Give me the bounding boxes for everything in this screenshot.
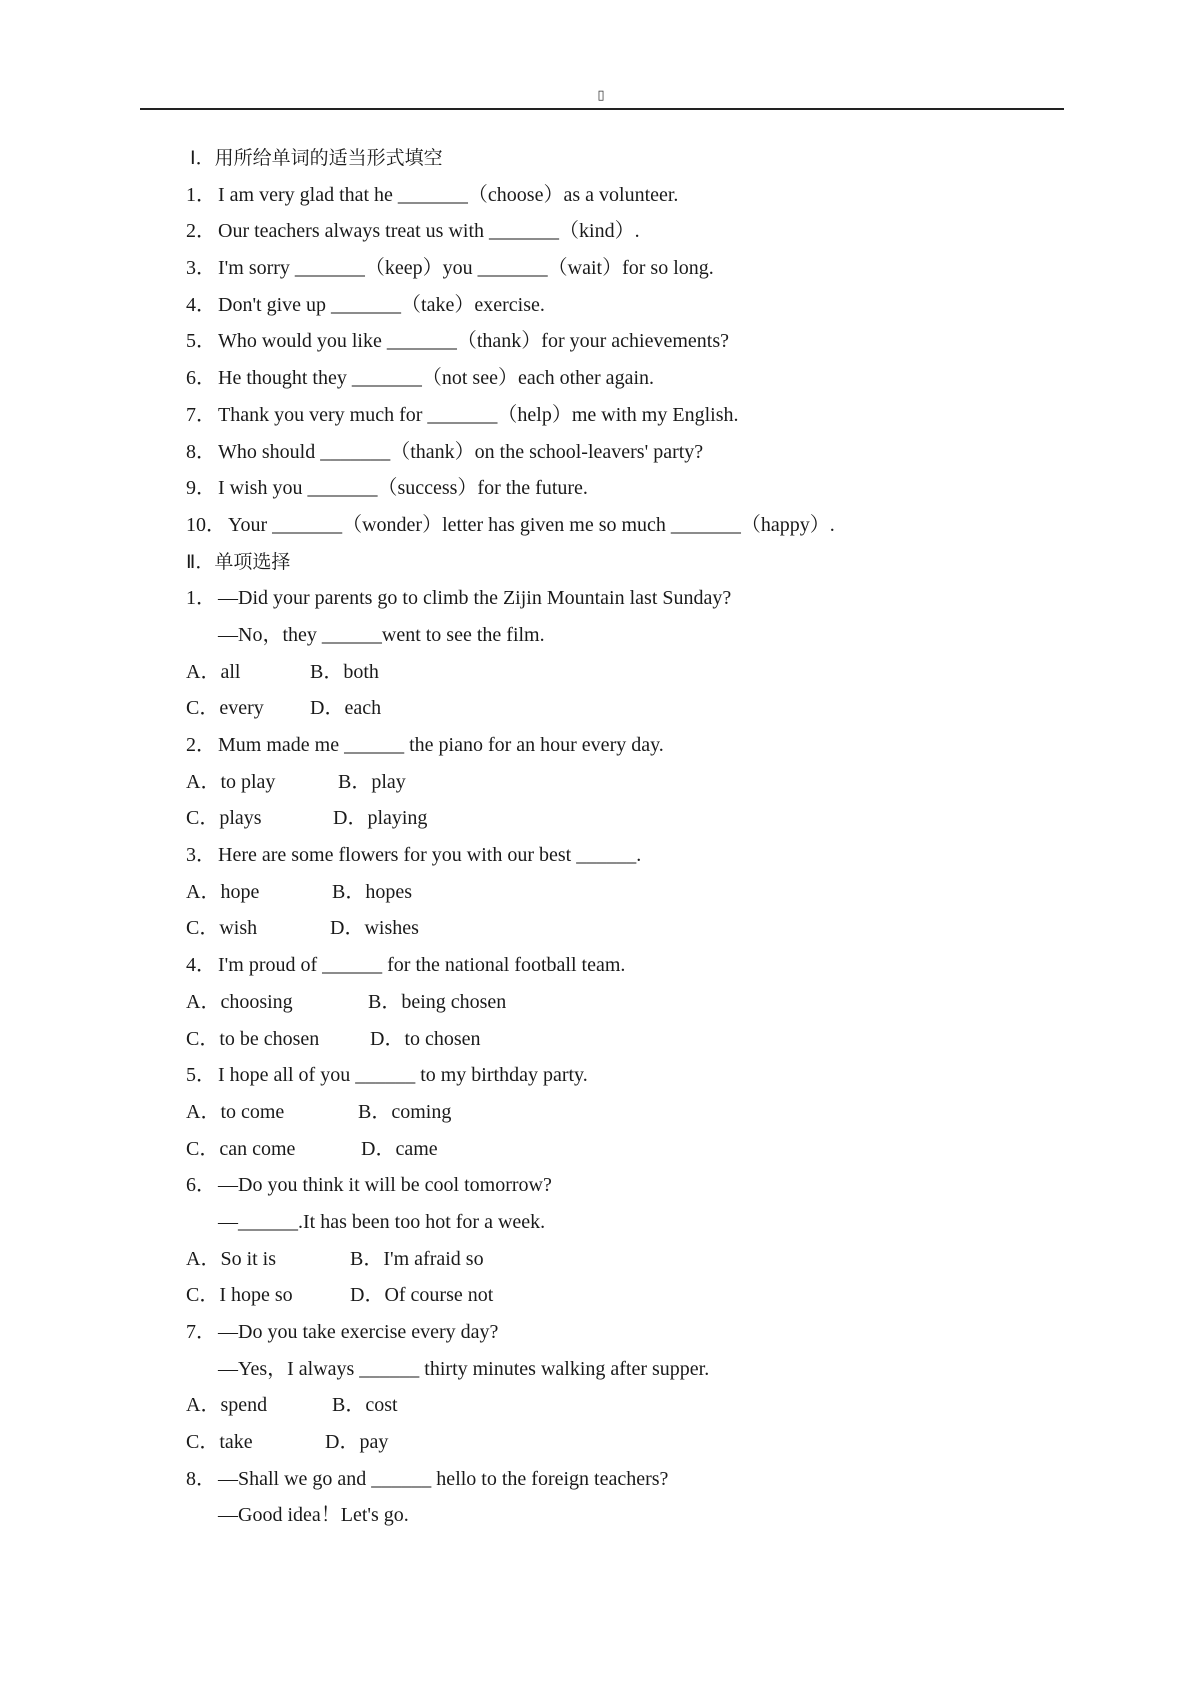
header-rule (140, 108, 1064, 110)
item-text: I wish you _______（success）for the future. (218, 477, 588, 500)
question-stem (0, 947, 1200, 984)
question-number: 5． (186, 1064, 216, 1087)
option-row (0, 800, 1200, 837)
question-continuation (0, 1497, 1200, 1534)
fill-item (0, 250, 1200, 287)
question-text: —Shall we go and ______ hello to the foreign teachers? (218, 1467, 669, 1490)
question-stem (0, 1167, 1200, 1204)
question-stem (0, 837, 1200, 874)
item-number: 7． (186, 403, 216, 426)
question-number: 2． (186, 734, 216, 756)
option-c: C．to be chosen (186, 1027, 320, 1050)
item-number: 9． (186, 477, 216, 500)
fill-item (0, 470, 1200, 507)
question-stem (0, 1314, 1200, 1351)
question-number: 1． (186, 587, 216, 610)
item-text: I am very glad that he _______（choose）as a volunteer. (218, 183, 679, 206)
option-row (0, 654, 1200, 691)
option-c: C．plays (186, 807, 262, 830)
option-d: D．Of course not (350, 1284, 494, 1307)
question-text: Here are some flowers for you with our best ______. (218, 844, 642, 867)
fill-item (0, 434, 1200, 471)
option-row (0, 1094, 1200, 1131)
section-1-title: Ⅰ．用所给单词的适当形式填空 (190, 147, 443, 169)
item-number: 2． (186, 220, 216, 243)
option-d: D．came (361, 1137, 438, 1160)
fill-item (0, 213, 1200, 250)
section-1-title-row (0, 140, 1200, 177)
question-number: 3． (186, 844, 216, 867)
worksheet-content (0, 140, 1200, 1534)
question-number: 4． (186, 954, 216, 977)
option-b: B．being chosen (368, 990, 507, 1013)
option-d: D．to chosen (370, 1027, 481, 1050)
item-number: 6． (186, 367, 216, 390)
question-text: —Do you think it will be cool tomorrow? (218, 1174, 552, 1197)
option-c: C．I hope so (186, 1284, 293, 1307)
item-text: Who would you like _______（thank）for your achievements? (218, 330, 729, 353)
option-d: D．pay (325, 1431, 389, 1454)
question-stem (0, 1057, 1200, 1094)
option-row (0, 984, 1200, 1021)
option-row (0, 690, 1200, 727)
question-number: 7． (186, 1321, 216, 1343)
option-row (0, 1424, 1200, 1461)
item-text: Don't give up _______（take）exercise. (218, 293, 545, 316)
header-mark: ▯ (597, 87, 605, 102)
item-text: He thought they _______（not see）each other again. (218, 367, 654, 390)
question-text: I'm proud of ______ for the national football team. (218, 954, 626, 977)
option-b: B．I'm afraid so (350, 1247, 484, 1270)
item-text: Our teachers always treat us with _______（kind）. (218, 220, 640, 243)
option-b: B．coming (358, 1100, 452, 1123)
option-c: C．wish (186, 917, 258, 940)
item-number: 4． (186, 293, 216, 316)
question-continuation (0, 1204, 1200, 1241)
option-row (0, 764, 1200, 801)
item-number: 8． (186, 440, 216, 463)
item-number: 3． (186, 257, 216, 280)
option-row (0, 1131, 1200, 1168)
option-a: A．choosing (186, 990, 293, 1013)
question-stem (0, 580, 1200, 617)
option-row (0, 910, 1200, 947)
option-a: A．hope (186, 880, 260, 903)
option-a: A．all (186, 660, 241, 683)
option-d: D．wishes (330, 917, 419, 940)
option-c: C．every (186, 697, 264, 720)
option-a: A．to come (186, 1100, 285, 1123)
option-b: B．cost (332, 1394, 398, 1417)
option-row (0, 1387, 1200, 1424)
section-2-title: Ⅱ．单项选择 (186, 550, 291, 573)
item-number: 5． (186, 330, 216, 353)
fill-item (0, 287, 1200, 324)
question-reply: —Good idea！Let's go. (218, 1504, 409, 1527)
option-row (0, 1241, 1200, 1278)
question-continuation (0, 1351, 1200, 1388)
item-number: 1． (186, 183, 216, 206)
item-text: Who should _______（thank）on the school-leavers' party? (218, 440, 704, 463)
question-number: 8． (186, 1467, 216, 1490)
question-reply: —Yes，I always ______ thirty minutes walking after supper. (218, 1357, 710, 1380)
item-text: Your _______（wonder）letter has given me so much _______（happy）. (228, 513, 835, 536)
fill-item (0, 177, 1200, 214)
item-text: Thank you very much for _______（help）me with my English. (218, 403, 739, 426)
question-text: I hope all of you ______ to my birthday party. (218, 1064, 588, 1087)
question-number: 6． (186, 1174, 216, 1197)
option-c: C．take (186, 1431, 253, 1454)
option-a: A．spend (186, 1394, 268, 1417)
fill-item (0, 360, 1200, 397)
question-continuation (0, 617, 1200, 654)
question-stem (0, 1461, 1200, 1498)
question-text: Mum made me ______ the piano for an hour every day. (218, 734, 664, 756)
option-c: C．can come (186, 1137, 296, 1160)
question-reply: —No，they ______went to see the film. (218, 623, 545, 646)
option-a: A．So it is (186, 1247, 277, 1270)
fill-item (0, 397, 1200, 434)
option-d: D．each (310, 697, 382, 720)
item-number: 10． (186, 513, 226, 536)
option-b: B．hopes (332, 880, 412, 903)
section-2-title-row (0, 544, 1200, 581)
question-reply: —______.It has been too hot for a week. (218, 1210, 546, 1233)
item-text: I'm sorry _______（keep）you _______（wait）for so long. (218, 257, 714, 280)
option-row (0, 1277, 1200, 1314)
option-b: B．play (338, 770, 406, 793)
fill-item (0, 507, 1200, 544)
option-d: D．playing (333, 807, 428, 830)
question-stem (0, 727, 1200, 764)
option-row (0, 874, 1200, 911)
question-text: —Did your parents go to climb the Zijin Mountain last Sunday? (218, 587, 732, 610)
option-row (0, 1021, 1200, 1058)
fill-item (0, 323, 1200, 360)
option-b: B．both (310, 660, 379, 683)
option-a: A．to play (186, 770, 276, 793)
question-text: —Do you take exercise every day? (218, 1321, 499, 1343)
